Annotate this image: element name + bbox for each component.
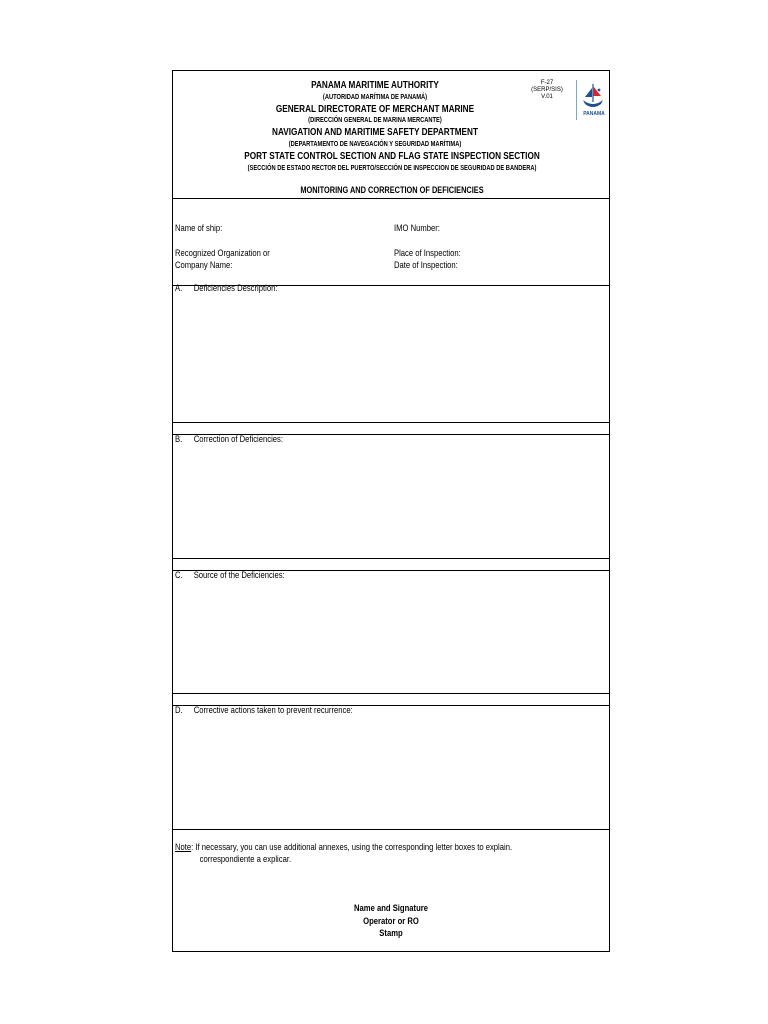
section-en: PORT STATE CONTROL SECTION AND FLAG STATE INSPECTION SECTION xyxy=(244,151,540,162)
form-title: MONITORING AND CORRECTION OF DEFICIENCIES xyxy=(300,185,484,195)
note xyxy=(175,841,512,865)
form-code-block xyxy=(527,80,567,101)
note-label: Note xyxy=(175,842,192,852)
section-a-label: Deficiencies Description: xyxy=(193,283,278,293)
section-c-label: Source of the Deficiencies: xyxy=(193,570,285,580)
form-ref: (SERP/SIS) xyxy=(531,87,563,93)
section-b-letter: B. xyxy=(175,434,183,444)
note-text-continued: correspondiente a explicar. xyxy=(199,854,292,864)
section-c-letter: C. xyxy=(175,570,183,580)
imo-number-label: IMO Number: xyxy=(394,223,440,233)
deficiency-form xyxy=(172,70,610,952)
org-name-en: PANAMA MARITIME AUTHORITY xyxy=(311,80,439,91)
section-a-title xyxy=(175,283,277,293)
section-d-label: Corrective actions taken to prevent recurrence: xyxy=(193,705,353,715)
signature-stamp-label: Stamp xyxy=(379,928,403,938)
divider xyxy=(173,829,609,830)
section-c-title xyxy=(175,570,285,580)
department-es: (DEPARTAMENTO DE NAVEGACIÓN Y SEGURIDAD MARÍTIMA) xyxy=(288,141,462,148)
org-name-es: (AUTORIDAD MARÍTIMA DE PANAMÁ) xyxy=(322,94,428,101)
section-es: (SECCIÓN DE ESTADO RECTOR DEL PUERTO/SECCIÓN DE INSPECCION DE SEGURIDAD DE BANDERA) xyxy=(247,165,537,172)
signature-name-label: Name and Signature xyxy=(354,903,428,913)
divider xyxy=(173,198,609,199)
place-of-inspection-label: Place of Inspection: xyxy=(394,248,461,258)
form-code: F-27 xyxy=(540,80,554,86)
amp-logo xyxy=(576,80,607,120)
section-d-title xyxy=(175,705,353,715)
directorate-es: (DIRECCIÓN GENERAL DE MARINA MERCANTE) xyxy=(308,117,442,124)
note-text: : If necessary, you can use additional annexes, using the corresponding letter boxes to explain. xyxy=(191,842,513,852)
department-en: NAVIGATION AND MARITIME SAFETY DEPARTMENT xyxy=(272,127,478,138)
divider xyxy=(173,558,609,559)
section-a-letter: A. xyxy=(175,283,183,293)
divider xyxy=(173,693,609,694)
ship-name-label: Name of ship: xyxy=(175,223,223,233)
directorate-en: GENERAL DIRECTORATE OF MERCHANT MARINE xyxy=(275,104,475,115)
section-b-title xyxy=(175,434,283,444)
section-d-letter: D. xyxy=(175,705,183,715)
date-of-inspection-label: Date of Inspection: xyxy=(394,260,458,270)
signature-operator-label: Operator or RO xyxy=(363,915,419,926)
divider xyxy=(173,422,609,423)
ro-label-line1: Recognized Organization or xyxy=(175,248,270,258)
signature-block xyxy=(206,902,577,940)
ro-label-line2: Company Name: xyxy=(175,260,233,270)
section-b-label: Correction of Deficiencies: xyxy=(193,434,283,444)
ship-emblem-icon xyxy=(581,82,605,110)
form-version: V.01 xyxy=(541,94,553,100)
logo-text: PANAMA xyxy=(583,111,605,117)
